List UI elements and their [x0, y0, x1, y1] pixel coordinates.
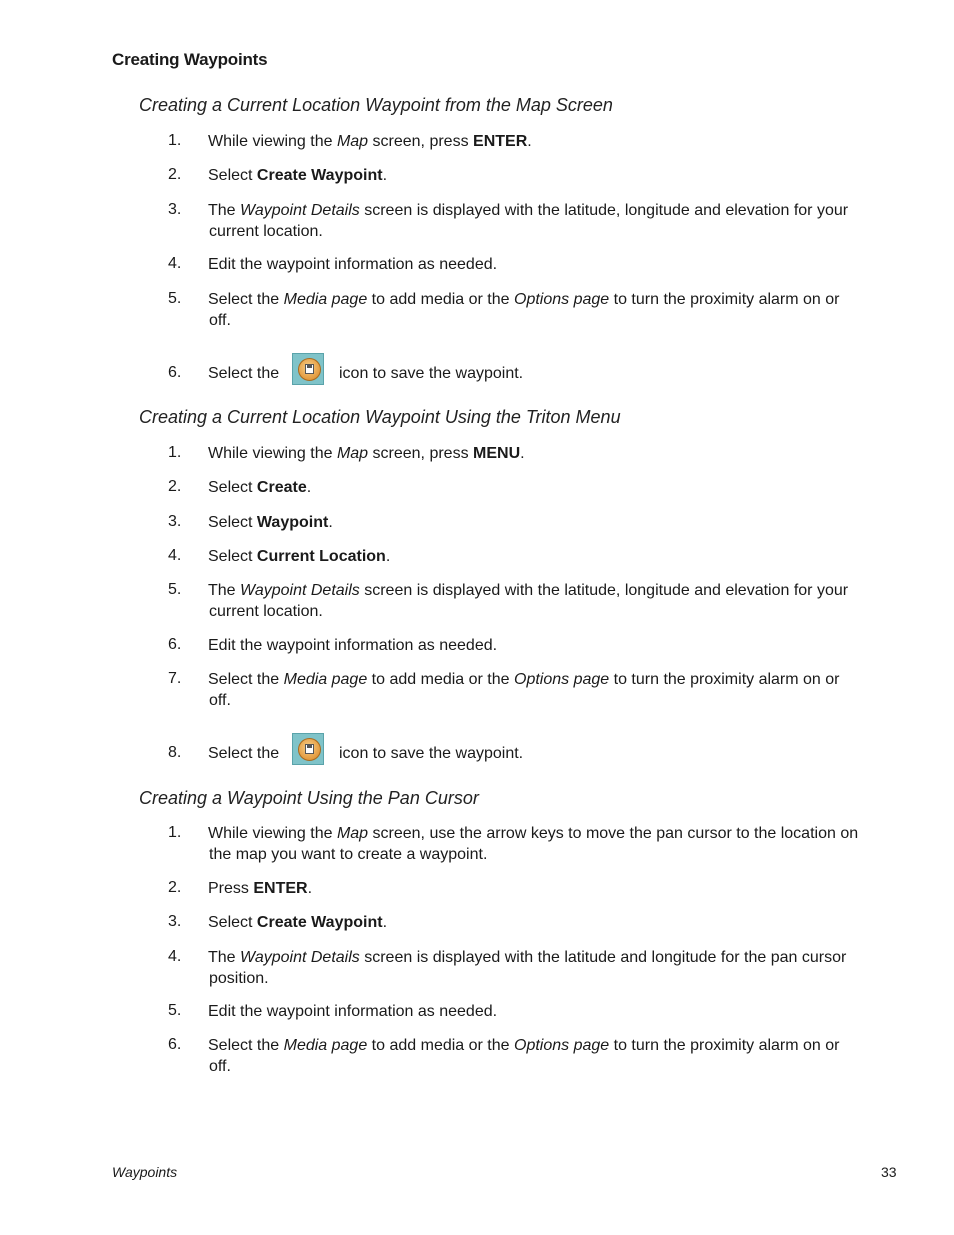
- step-text: The Waypoint Details screen is displayed with the latitude, longitude and elevation for your current location.: [208, 202, 849, 240]
- step-number: 8.: [168, 744, 182, 761]
- step-text: Select the Media page to add media or the Options page to turn the proximity alarm on or off.: [208, 671, 840, 709]
- step-text: Select the: [208, 365, 280, 382]
- step-text: Select the Media page to add media or the Options page to turn the proximity alarm on or off.: [208, 1037, 840, 1075]
- step-number: 2.: [168, 879, 182, 896]
- step-text: Select Waypoint.: [208, 514, 333, 531]
- step-number: 5.: [168, 1002, 182, 1019]
- step-text: While viewing the Map screen, use the arrow keys to move the pan cursor to the location on the map you want to create a waypoint.: [208, 825, 859, 863]
- footer-chapter: Waypoints: [112, 1164, 178, 1180]
- step-text: Select the Media page to add media or the Options page to turn the proximity alarm on or off.: [208, 291, 840, 329]
- step-number: 2.: [168, 166, 182, 183]
- page-number: 33: [881, 1164, 897, 1180]
- step-number: 5.: [168, 581, 182, 598]
- step-text: Select Create Waypoint.: [208, 914, 388, 931]
- subheading-pan-cursor: Creating a Waypoint Using the Pan Cursor: [139, 788, 479, 808]
- step-number: 1.: [168, 132, 182, 149]
- step-number: 3.: [168, 913, 182, 930]
- step-text: The Waypoint Details screen is displayed with the latitude and longitude for the pan cursor position.: [208, 949, 847, 987]
- step-text: Select Create Waypoint.: [208, 167, 388, 184]
- step-number: 6.: [168, 636, 182, 653]
- section-title: Creating Waypoints: [112, 50, 268, 69]
- step-number: 3.: [168, 201, 182, 218]
- step-number: 7.: [168, 670, 182, 687]
- step-number: 3.: [168, 513, 182, 530]
- step-text: Select Current Location.: [208, 548, 391, 565]
- step-text-tail: icon to save the waypoint.: [339, 745, 524, 762]
- step-number: 1.: [168, 444, 182, 461]
- step-text: Edit the waypoint information as needed.: [208, 256, 498, 273]
- step-number: 4.: [168, 547, 182, 564]
- step-number: 5.: [168, 290, 182, 307]
- step-text: The Waypoint Details screen is displayed with the latitude, longitude and elevation for your current location.: [208, 582, 849, 620]
- subheading-triton-menu: Creating a Current Location Waypoint Using the Triton Menu: [139, 407, 621, 427]
- step-text-tail: icon to save the waypoint.: [339, 365, 524, 382]
- save-waypoint-icon: [292, 733, 324, 765]
- step-number: 6.: [168, 1036, 182, 1053]
- step-text: While viewing the Map screen, press MENU.: [208, 445, 525, 462]
- step-number: 1.: [168, 824, 182, 841]
- step-number: 4.: [168, 255, 182, 272]
- step-text: Edit the waypoint information as needed.: [208, 637, 498, 654]
- subheading-map-screen: Creating a Current Location Waypoint from the Map Screen: [139, 95, 613, 115]
- step-text: While viewing the Map screen, press ENTER.: [208, 133, 532, 150]
- step-text: Edit the waypoint information as needed.: [208, 1003, 498, 1020]
- step-number: 6.: [168, 364, 182, 381]
- step-text: Press ENTER.: [208, 880, 313, 897]
- step-number: 2.: [168, 478, 182, 495]
- step-number: 4.: [168, 948, 182, 965]
- save-waypoint-icon: [292, 353, 324, 385]
- step-text: Select Create.: [208, 479, 312, 496]
- step-text: Select the: [208, 745, 280, 762]
